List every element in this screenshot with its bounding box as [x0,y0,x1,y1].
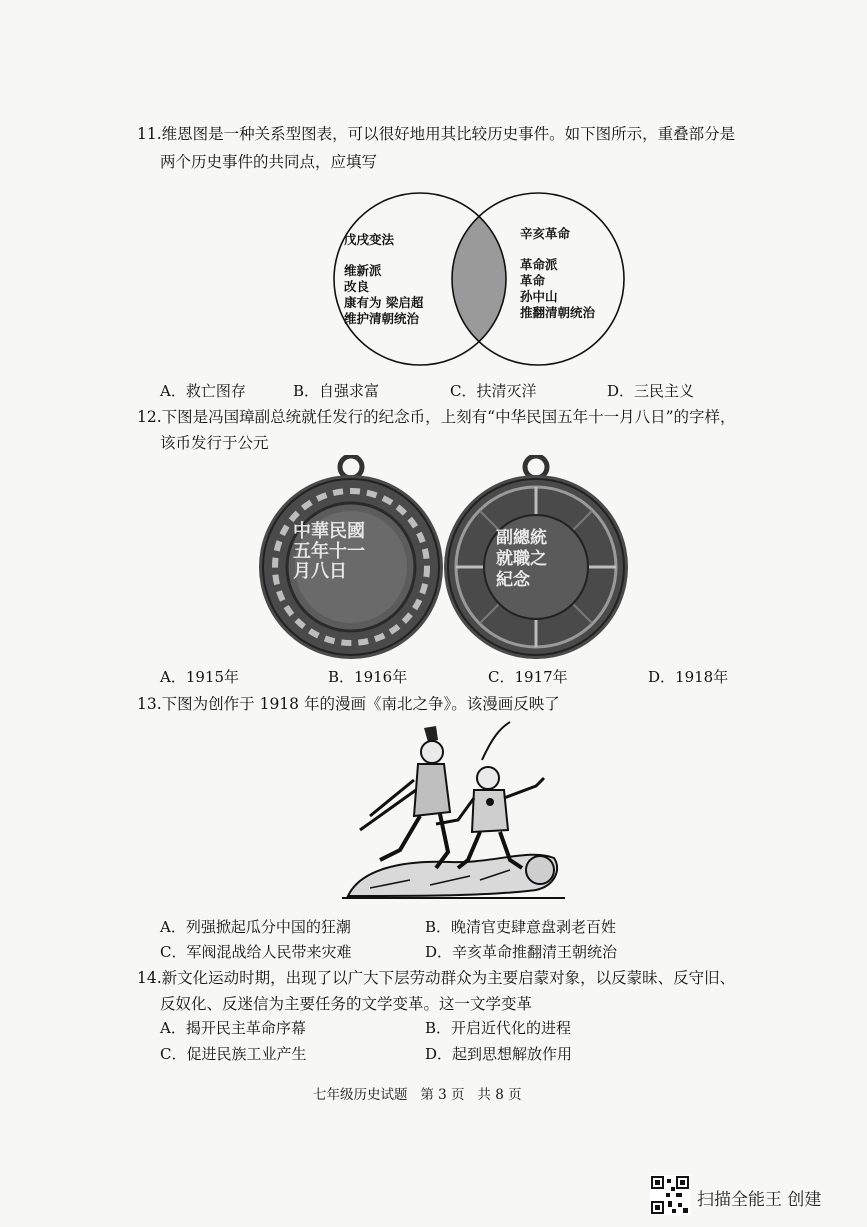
venn-right-item: 孙中山 [520,289,558,304]
coin-char: 就 [496,549,513,569]
q13-stem: 13.下图为创作于 1918 年的漫画《南北之争》。该漫画反映了 [137,695,560,713]
page-footer: 七年级历史试题 第 3 页 共 8 页 [313,1087,522,1103]
q14-stem-line1: 14.新文化运动时期，出现了以广大下层劳动群众为主要启蒙对象，以反蒙昧、反守旧、 [137,969,736,987]
q14-stem-line2: 反奴化、反迷信为主要任务的文学变革。这一文学变革 [160,995,533,1013]
venn-diagram [330,183,642,383]
coin-char: 統 [530,528,547,548]
venn-left-title: 戊戌变法 [344,232,395,247]
coin-char: 日 [329,561,347,582]
venn-left-item: 康有为 梁启超 [344,295,424,310]
q11-stem-line1: 11.维恩图是一种关系型图表，可以很好地用其比较历史事件。如下图所示，重叠部分是 [137,125,736,143]
coin-char: 八 [311,561,329,582]
coin-char: 總 [513,528,530,548]
q12-option-b[interactable]: B．1916年 [328,668,408,686]
coin-char: 月 [293,561,311,582]
q11-option-b[interactable]: B．自强求富 [293,382,380,400]
venn-right-title: 辛亥革命 [520,226,571,241]
coin-char: 年 [311,541,329,562]
q12-option-d[interactable]: D．1918年 [648,668,729,686]
q12-option-a[interactable]: A．1915年 [160,668,240,686]
venn-right-item: 推翻清朝统治 [520,305,596,320]
q13-option-c[interactable]: C．军阀混战给人民带来灾难 [160,943,352,961]
coin-reverse-inscription [496,528,581,591]
coin-char: 國 [347,521,365,542]
q12-stem-line2: 该币发行于公元 [160,434,269,452]
q13-option-b[interactable]: B．晚清官吏肆意盘剥老百姓 [425,918,617,936]
coin-char: 職 [513,549,530,569]
venn-right-item: 革命 [520,273,546,288]
q11-option-d[interactable]: D．三民主义 [607,382,695,400]
q14-option-c[interactable]: C．促进民族工业产生 [160,1045,307,1063]
coin-char: 一 [347,541,365,562]
q11-stem-line2: 两个历史事件的共同点，应填写 [160,153,378,171]
q14-option-a[interactable]: A．揭开民主革命序幕 [160,1019,306,1037]
coin-char: 五 [293,541,311,562]
coin-char: 中 [293,521,311,542]
venn-left-item: 改良 [344,279,370,294]
qr-code-icon [650,1175,690,1215]
q12-stem-line1: 12.下图是冯国璋副总统就任发行的纪念币，上刻有“中华民国五年十一月八日”的字样， [137,408,736,426]
venn-right-item: 革命派 [520,257,558,272]
q11-option-a[interactable]: A．救亡图存 [160,382,246,400]
coin-char: 十 [329,541,347,562]
venn-left-item: 维新派 [344,263,382,278]
coin-char: 紀 [496,570,513,590]
coin-char: 華 [311,521,329,542]
q12-option-c[interactable]: C．1917年 [488,668,568,686]
q14-option-b[interactable]: B．开启近代化的进程 [425,1019,572,1037]
coin-char: 副 [496,528,513,548]
q13-option-d[interactable]: D．辛亥革命推翻清王朝统治 [425,943,618,961]
coin-char: 念 [513,570,530,590]
coin-char: 之 [530,549,547,569]
venn-left-item: 维护清朝统治 [344,311,420,326]
camscanner-watermark: 扫描全能王 创建 [697,1190,822,1210]
q13-option-a[interactable]: A．列强掀起瓜分中国的狂潮 [160,918,351,936]
q11-option-c[interactable]: C．扶清灭洋 [450,382,537,400]
q14-option-d[interactable]: D．起到思想解放作用 [425,1045,573,1063]
coin-obverse-inscription [293,522,408,582]
coin-char: 民 [329,521,347,542]
cartoon-image [340,720,570,905]
